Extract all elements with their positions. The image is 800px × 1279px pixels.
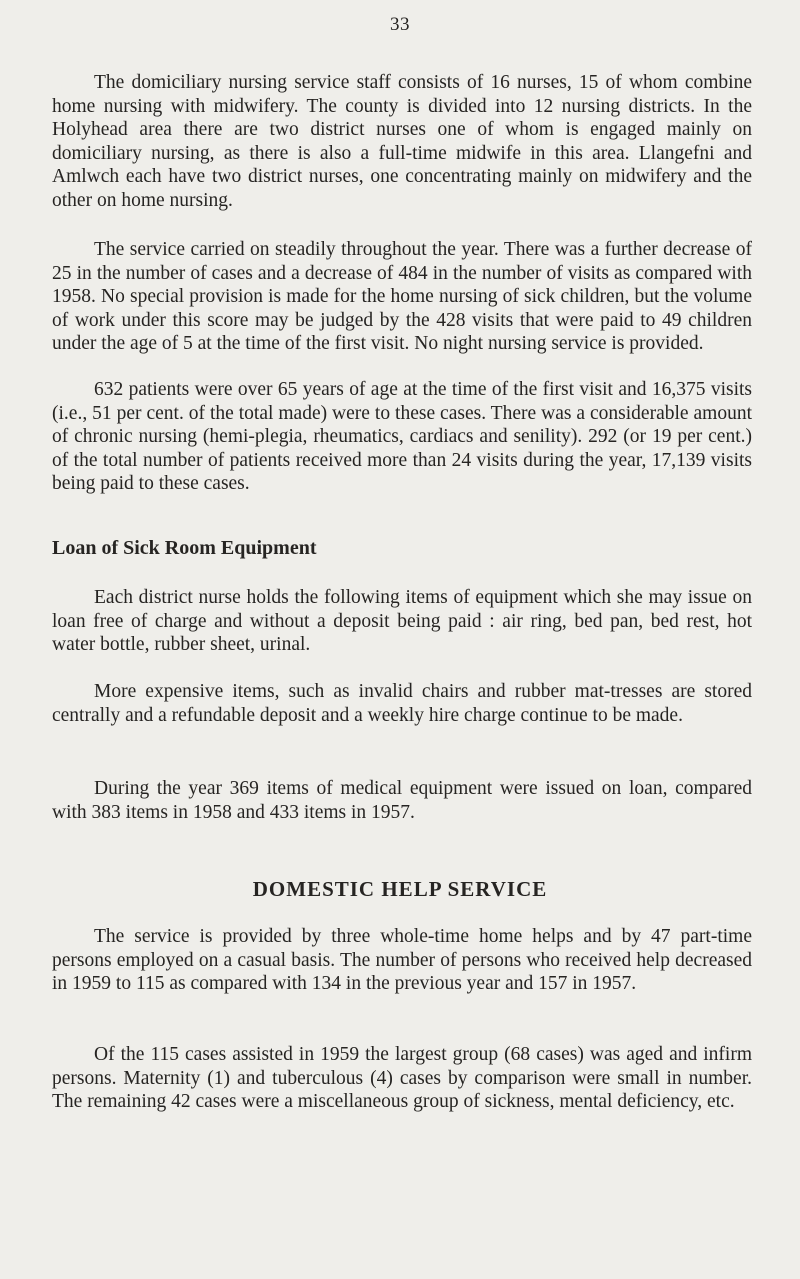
paragraph-loan-items-held: Each district nurse holds the following items of equipment which she may issue on loan free of charge and without a deposit being paid : air ring, bed pan, bed rest, hot water bottle, rubber sheet, urinal. (52, 587, 752, 655)
paragraph-domestic-help-provision: The service is provided by three whole-time home helps and by 47 part-time persons employed on a casual basis. The number of persons who received help decreased in 1959 to 115 as compared with 134 in the previous year and 157 in 1957. (52, 926, 752, 994)
paragraph-loan-items-issued: During the year 369 items of medical equipment were issued on loan, compared with 383 items in 1958 and 433 items in 1957. (52, 778, 752, 823)
paragraph-domiciliary-staff: The domiciliary nursing service staff consists of 16 nurses, 15 of whom combine home nursing with midwifery. The county is divided into 12 nursing districts. In the Holyhead area there are two district nurses one of whom is engaged mainly on domiciliary nursing, as there is also a full-time midwife in this area. Llangefni and Amlwch each have two district nurses, one concentrating mainly on midwifery and the other on home nursing. (52, 72, 752, 211)
paragraph-patients-over-65: 632 patients were over 65 years of age at the time of the first visit and 16,375 visits (i.e., 51 per cent. of the total made) were to these cases. There was a considerable amount of chronic nursing (hemi-plegia, rheumatics, cardiacs and senility). 292 (or 19 per cent.) of the total number of patients received more than 24 visits during the year, 17,139 visits being paid to these cases. (52, 379, 752, 494)
section-heading-loan-equipment: Loan of Sick Room Equipment (52, 537, 317, 559)
paragraph-loan-expensive-items: More expensive items, such as invalid chairs and rubber mat-tresses are stored centrally and a refundable deposit and a weekly hire charge continue to be made. (52, 681, 752, 726)
page-number: 33 (390, 14, 410, 35)
paragraph-service-steady: The service carried on steadily throughout the year. There was a further decrease of 25 in the number of cases and a decrease of 484 in the number of visits as compared with 1958. No special provision is made for the home nursing of sick children, but the volume of work under this score may be judged by the 428 visits that were paid to 49 children under the age of 5 at the time of the first visit. No night nursing service is provided. (52, 239, 752, 354)
paragraph-domestic-help-cases: Of the 115 cases assisted in 1959 the largest group (68 cases) was aged and infirm persons. Maternity (1) and tuberculous (4) cases by comparison were small in number. The remaining 42 cases were a miscellaneous group of sickness, mental deficiency, etc. (52, 1044, 752, 1112)
section-heading-domestic-help: DOMESTIC HELP SERVICE (252, 877, 548, 901)
